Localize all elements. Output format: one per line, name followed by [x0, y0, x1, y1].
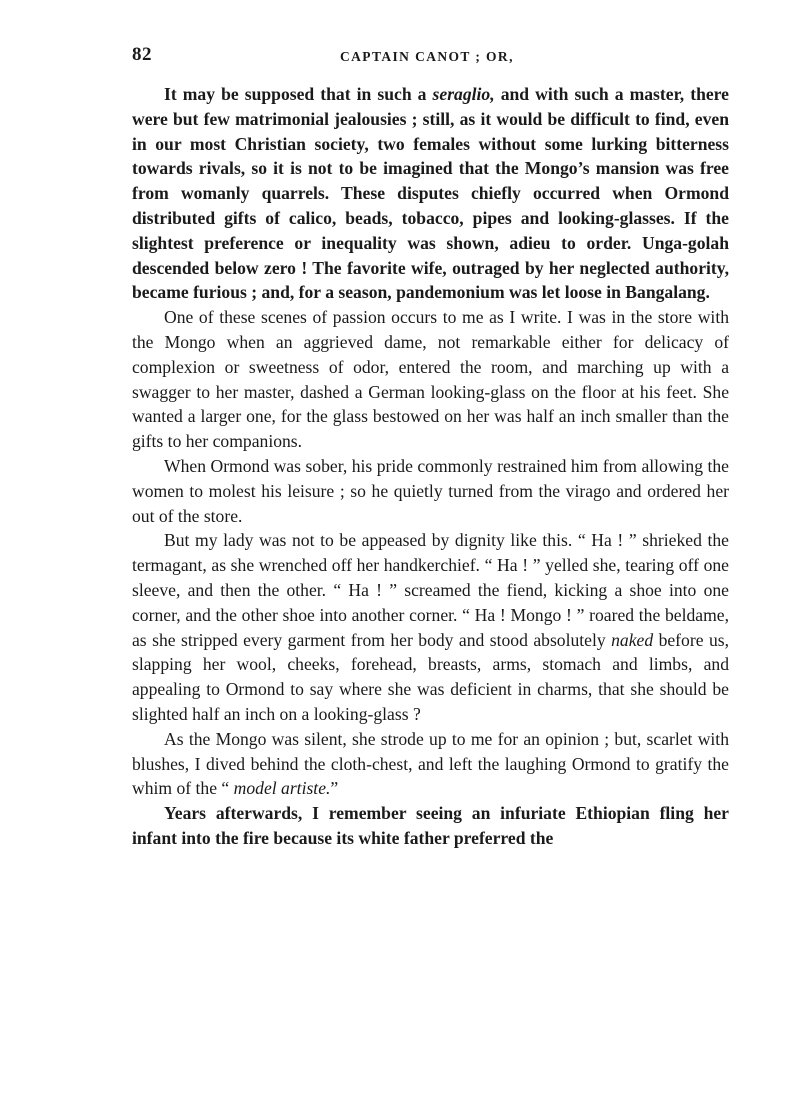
text-segment: ” [330, 778, 339, 799]
paragraph [132, 528, 729, 726]
italic-text: seraglio, [432, 84, 495, 104]
paragraph [132, 454, 729, 528]
paragraph [132, 305, 729, 454]
text-segment: As the Mongo was silent, she strode up to me for an opinion ; but, scarlet with blushes, I dived behind the cloth-chest, and left the laughing Ormond to gratify the whim of the “ [132, 728, 729, 799]
text-segment: But my lady was not to be appeased by dignity like this. “ Ha ! ” shrieked the termagant, as she wrenched off her handkerchief. “ Ha ! ” yelled she, tearing off one sleeve, and then the other. “ Ha ! ” screamed the fiend, kicking a shoe into one corner, and the other shoe into another corner. “ Ha ! Mongo ! ” roared the beldame, as she stripped every garment from her body and stood absolutely [132, 530, 729, 650]
running-head [132, 44, 729, 74]
text-segment: before us, slapping her wool, cheeks, forehead, breasts, arms, stomach and limbs, and appealing to Ormond to say where she was deficient in charms, that she should be slighted half an inch on a looking-glass ? [132, 629, 729, 724]
page-number: 82 [132, 44, 152, 65]
text-segment: It may be supposed that in such a [164, 84, 433, 104]
text-segment: One of these scenes of passion occurs to me as I write. I was in the store with the Mongo when an aggrieved dame, not remarkable either for delicacy of complexion or sweetness of odor, entered the room, and marching up with a swagger to her master, dashed a German looking-glass on the floor at his feet. She wanted a larger one, for the glass bestowed on her was half an inch smaller than the gifts to her companions. [132, 307, 729, 452]
text-segment: and with such a master, there were but few matrimonial jealousies ; still, as it would be difficult to find, even in our most Christian society, two females without some lurking bitterness towards rivals, so it is not to be imagined that the Mongo’s mansion was free from womanly quarrels. These disputes chiefly occurred when Ormond distributed gifts of calico, beads, tobacco, pipes and looking-glasses. If the slightest preference or inequality was shown, adieu to order. Unga-golah descended below zero ! The favorite wife, outraged by her neglected authority, became furious ; and, for a season, pandemonium was let loose in Bangalang. [132, 84, 729, 303]
text-segment: Years afterwards, I remember seeing an infuriate Ethiopian fling her infant into the fire because its white father preferred the [132, 803, 729, 848]
text-segment: When Ormond was sober, his pride commonly restrained him from allowing the women to molest his leisure ; so he quietly turned from the virago and ordered her out of the store. [132, 455, 729, 526]
paragraph [132, 727, 729, 801]
italic-text: model artiste. [233, 778, 331, 799]
running-title: CAPTAIN CANOT ; OR, [340, 49, 514, 64]
book-page [132, 44, 729, 851]
body-text [132, 82, 729, 851]
paragraph [132, 82, 729, 305]
italic-text: naked [611, 629, 654, 650]
paragraph [132, 801, 729, 851]
